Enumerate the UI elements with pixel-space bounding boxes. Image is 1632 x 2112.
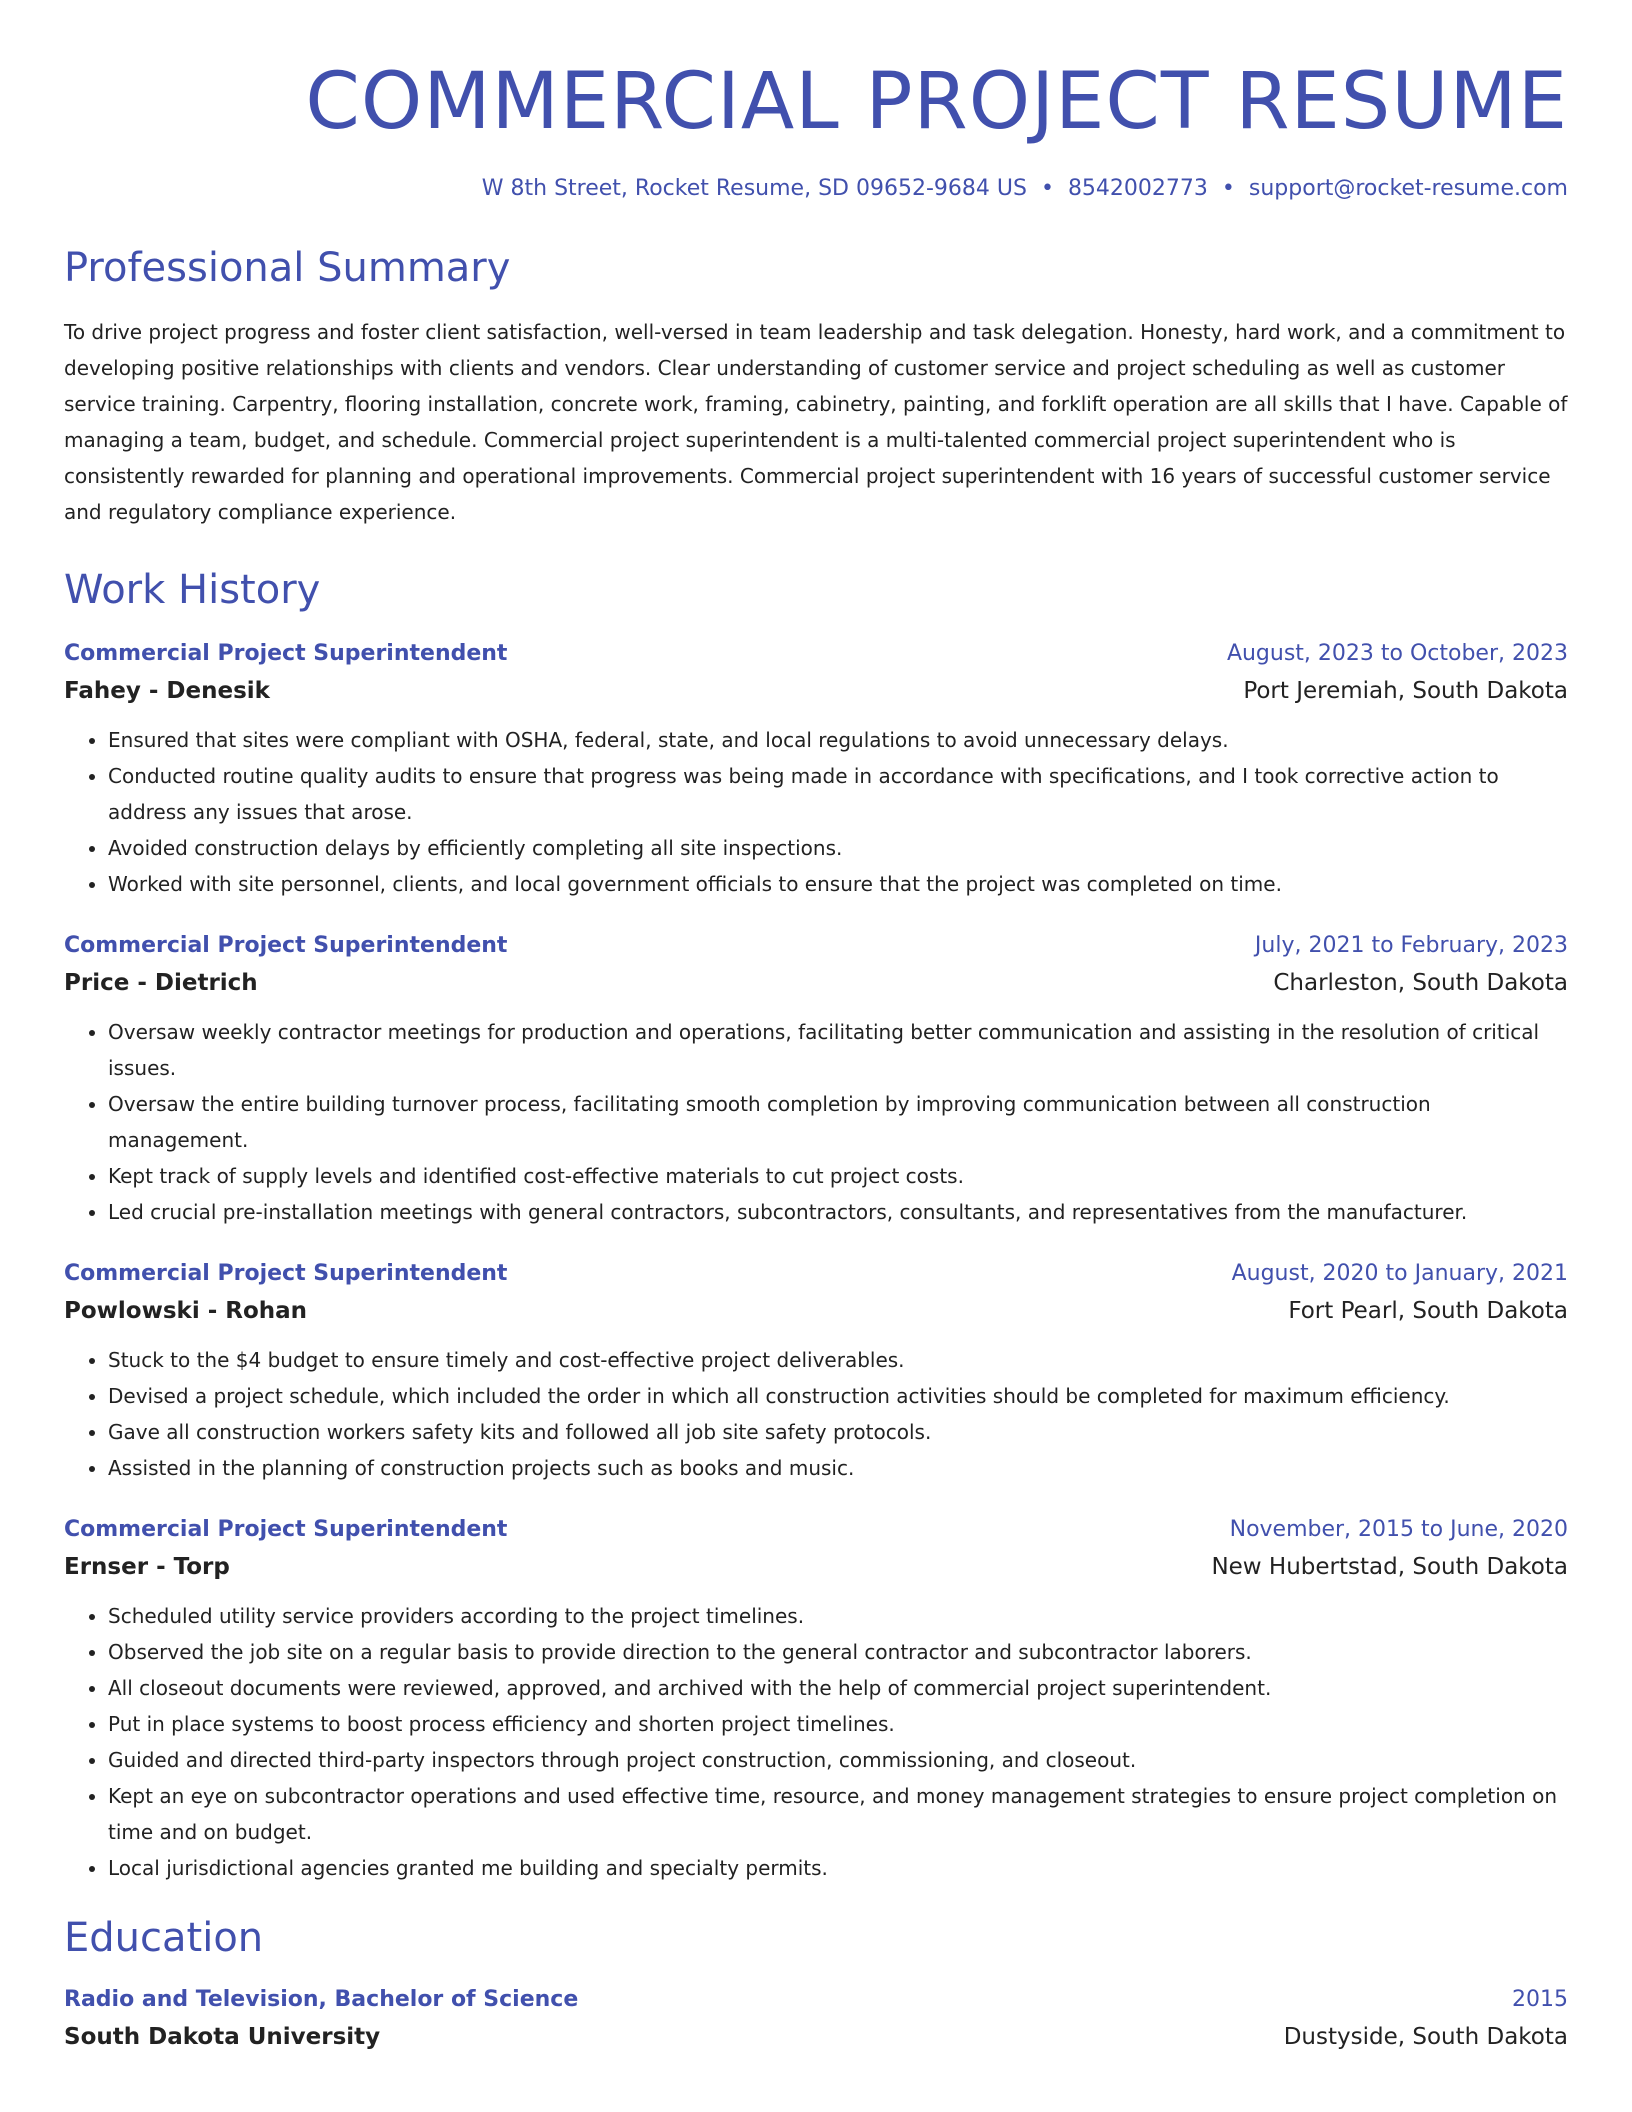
job-entry [64,1256,1568,1486]
job-bullet: • Conducted routine quality audits to ensure that progress was being made in accordance with specifications, and I took corrective action to address any issues that arose. [108,758,1568,830]
job-bullet: • Kept an eye on subcontractor operations and used effective time, resource, and money management strategies to ensure project completion on time and on budget. [108,1778,1568,1850]
job-title: Commercial Project Superintendent [64,1517,508,1542]
job-title: Commercial Project Superintendent [64,933,508,958]
job-bullet: • Guided and directed third-party inspectors through project construction, commissioning, and closeout. [108,1742,1568,1778]
job-company-row [64,1292,1568,1330]
job-entry [64,636,1568,902]
job-bullet: • Gave all construction workers safety kits and followed all job site safety protocols. [108,1414,1568,1450]
job-company: Price - Dietrich [64,970,258,996]
job-company: Fahey - Denesik [64,678,270,704]
job-header-row [64,928,1568,964]
job-location: Port Jeremiah, South Dakota [1243,678,1568,704]
education-heading: Education [64,1915,264,1961]
job-bullet: • Assisted in the planning of construction projects such as books and music. [108,1450,1568,1486]
job-bullets [64,722,1568,902]
job-bullet: • Led crucial pre-installation meetings with general contractors, subcontractors, consultants, and representatives from the manufacturer. [108,1194,1568,1230]
job-bullet: • Oversaw the entire building turnover process, facilitating smooth completion by improving communication between all construction management. [108,1086,1568,1158]
contact-email: support@rocket-resume.com [1248,176,1568,201]
contact-separator: • [1221,176,1235,201]
education-year: 2015 [1512,1987,1568,2012]
education-location: Dustyside, South Dakota [1283,2024,1568,2050]
job-location: Fort Pearl, South Dakota [1288,1298,1568,1324]
summary-heading: Professional Summary [64,245,511,291]
education-entry [64,1982,1568,2056]
contact-phone: 8542002773 [1067,176,1208,201]
job-location: New Hubertstad, South Dakota [1211,1554,1568,1580]
job-company: Ernser - Torp [64,1554,230,1580]
job-bullet: • Stuck to the $4 budget to ensure timely and cost-effective project deliverables. [108,1342,1568,1378]
job-bullet: • Put in place systems to boost process efficiency and shorten project timelines. [108,1706,1568,1742]
job-title: Commercial Project Superintendent [64,1261,508,1286]
job-dates: November, 2015 to June, 2020 [1229,1517,1568,1542]
job-dates: August, 2023 to October, 2023 [1226,641,1568,666]
contact-line [64,174,1568,204]
job-bullet: • All closeout documents were reviewed, approved, and archived with the help of commercial project superintendent. [108,1670,1568,1706]
job-bullet: • Ensured that sites were compliant with OSHA, federal, state, and local regulations to avoid unnecessary delays. [108,722,1568,758]
job-bullet: • Devised a project schedule, which included the order in which all construction activities should be completed for maximum efficiency. [108,1378,1568,1414]
job-bullet: • Kept track of supply levels and identified cost-effective materials to cut project costs. [108,1158,1568,1194]
job-bullets [64,1598,1568,1886]
job-company: Powlowski - Rohan [64,1298,308,1324]
job-company-row [64,964,1568,1002]
job-header-row [64,636,1568,672]
contact-separator: • [1040,176,1054,201]
job-location: Charleston, South Dakota [1273,970,1568,996]
job-dates: August, 2020 to January, 2021 [1231,1261,1568,1286]
job-bullet: • Local jurisdictional agencies granted me building and specialty permits. [108,1850,1568,1886]
job-bullet: • Observed the job site on a regular basis to provide direction to the general contractor and subcontractor laborers. [108,1634,1568,1670]
job-bullet: • Scheduled utility service providers according to the project timelines. [108,1598,1568,1634]
job-bullet: • Avoided construction delays by efficiently completing all site inspections. [108,830,1568,866]
job-company-row [64,1548,1568,1586]
education-degree: Radio and Television, Bachelor of Science [64,1987,579,2012]
job-bullets [64,1342,1568,1486]
job-header-row [64,1256,1568,1292]
work-history-heading: Work History [64,567,321,613]
contact-address: W 8th Street, Rocket Resume, SD 09652-9684 US [481,176,1027,201]
job-header-row [64,1512,1568,1548]
resume-header [64,0,1568,204]
job-entry [64,928,1568,1230]
job-dates: July, 2021 to February, 2023 [1254,933,1568,958]
job-entry [64,1512,1568,1886]
resume-title: COMMERCIAL PROJECT RESUME [305,57,1568,147]
job-title: Commercial Project Superintendent [64,641,508,666]
education-header-row [64,1982,1568,2018]
education-school-row [64,2018,1568,2056]
job-bullets [64,1014,1568,1230]
job-bullet: • Oversaw weekly contractor meetings for production and operations, facilitating better communication and assisting in the resolution of critical issues. [108,1014,1568,1086]
education-school: South Dakota University [64,2024,381,2050]
job-company-row [64,672,1568,710]
summary-text: To drive project progress and foster client satisfaction, well-versed in team leadership and task delegation. Honesty, hard work, and a commitment to developing positive relationships with clients and vendors. Clear understanding of customer service and project scheduling as well as customer service training. Carpentry, flooring installation, concrete work, framing, cabinetry, painting, and forklift operation are all skills that I have. Capable of managing a team, budget, and schedule. Commercial project superintendent is a multi-talented commercial project superintendent who is consistently rewarded for planning and operational improvements. Commercial project superintendent with 16 years of successful customer service and regulatory compliance experience. [64,320,1568,524]
resume-page [64,0,1568,2056]
job-bullet: • Worked with site personnel, clients, and local government officials to ensure that the project was completed on time. [108,866,1568,902]
